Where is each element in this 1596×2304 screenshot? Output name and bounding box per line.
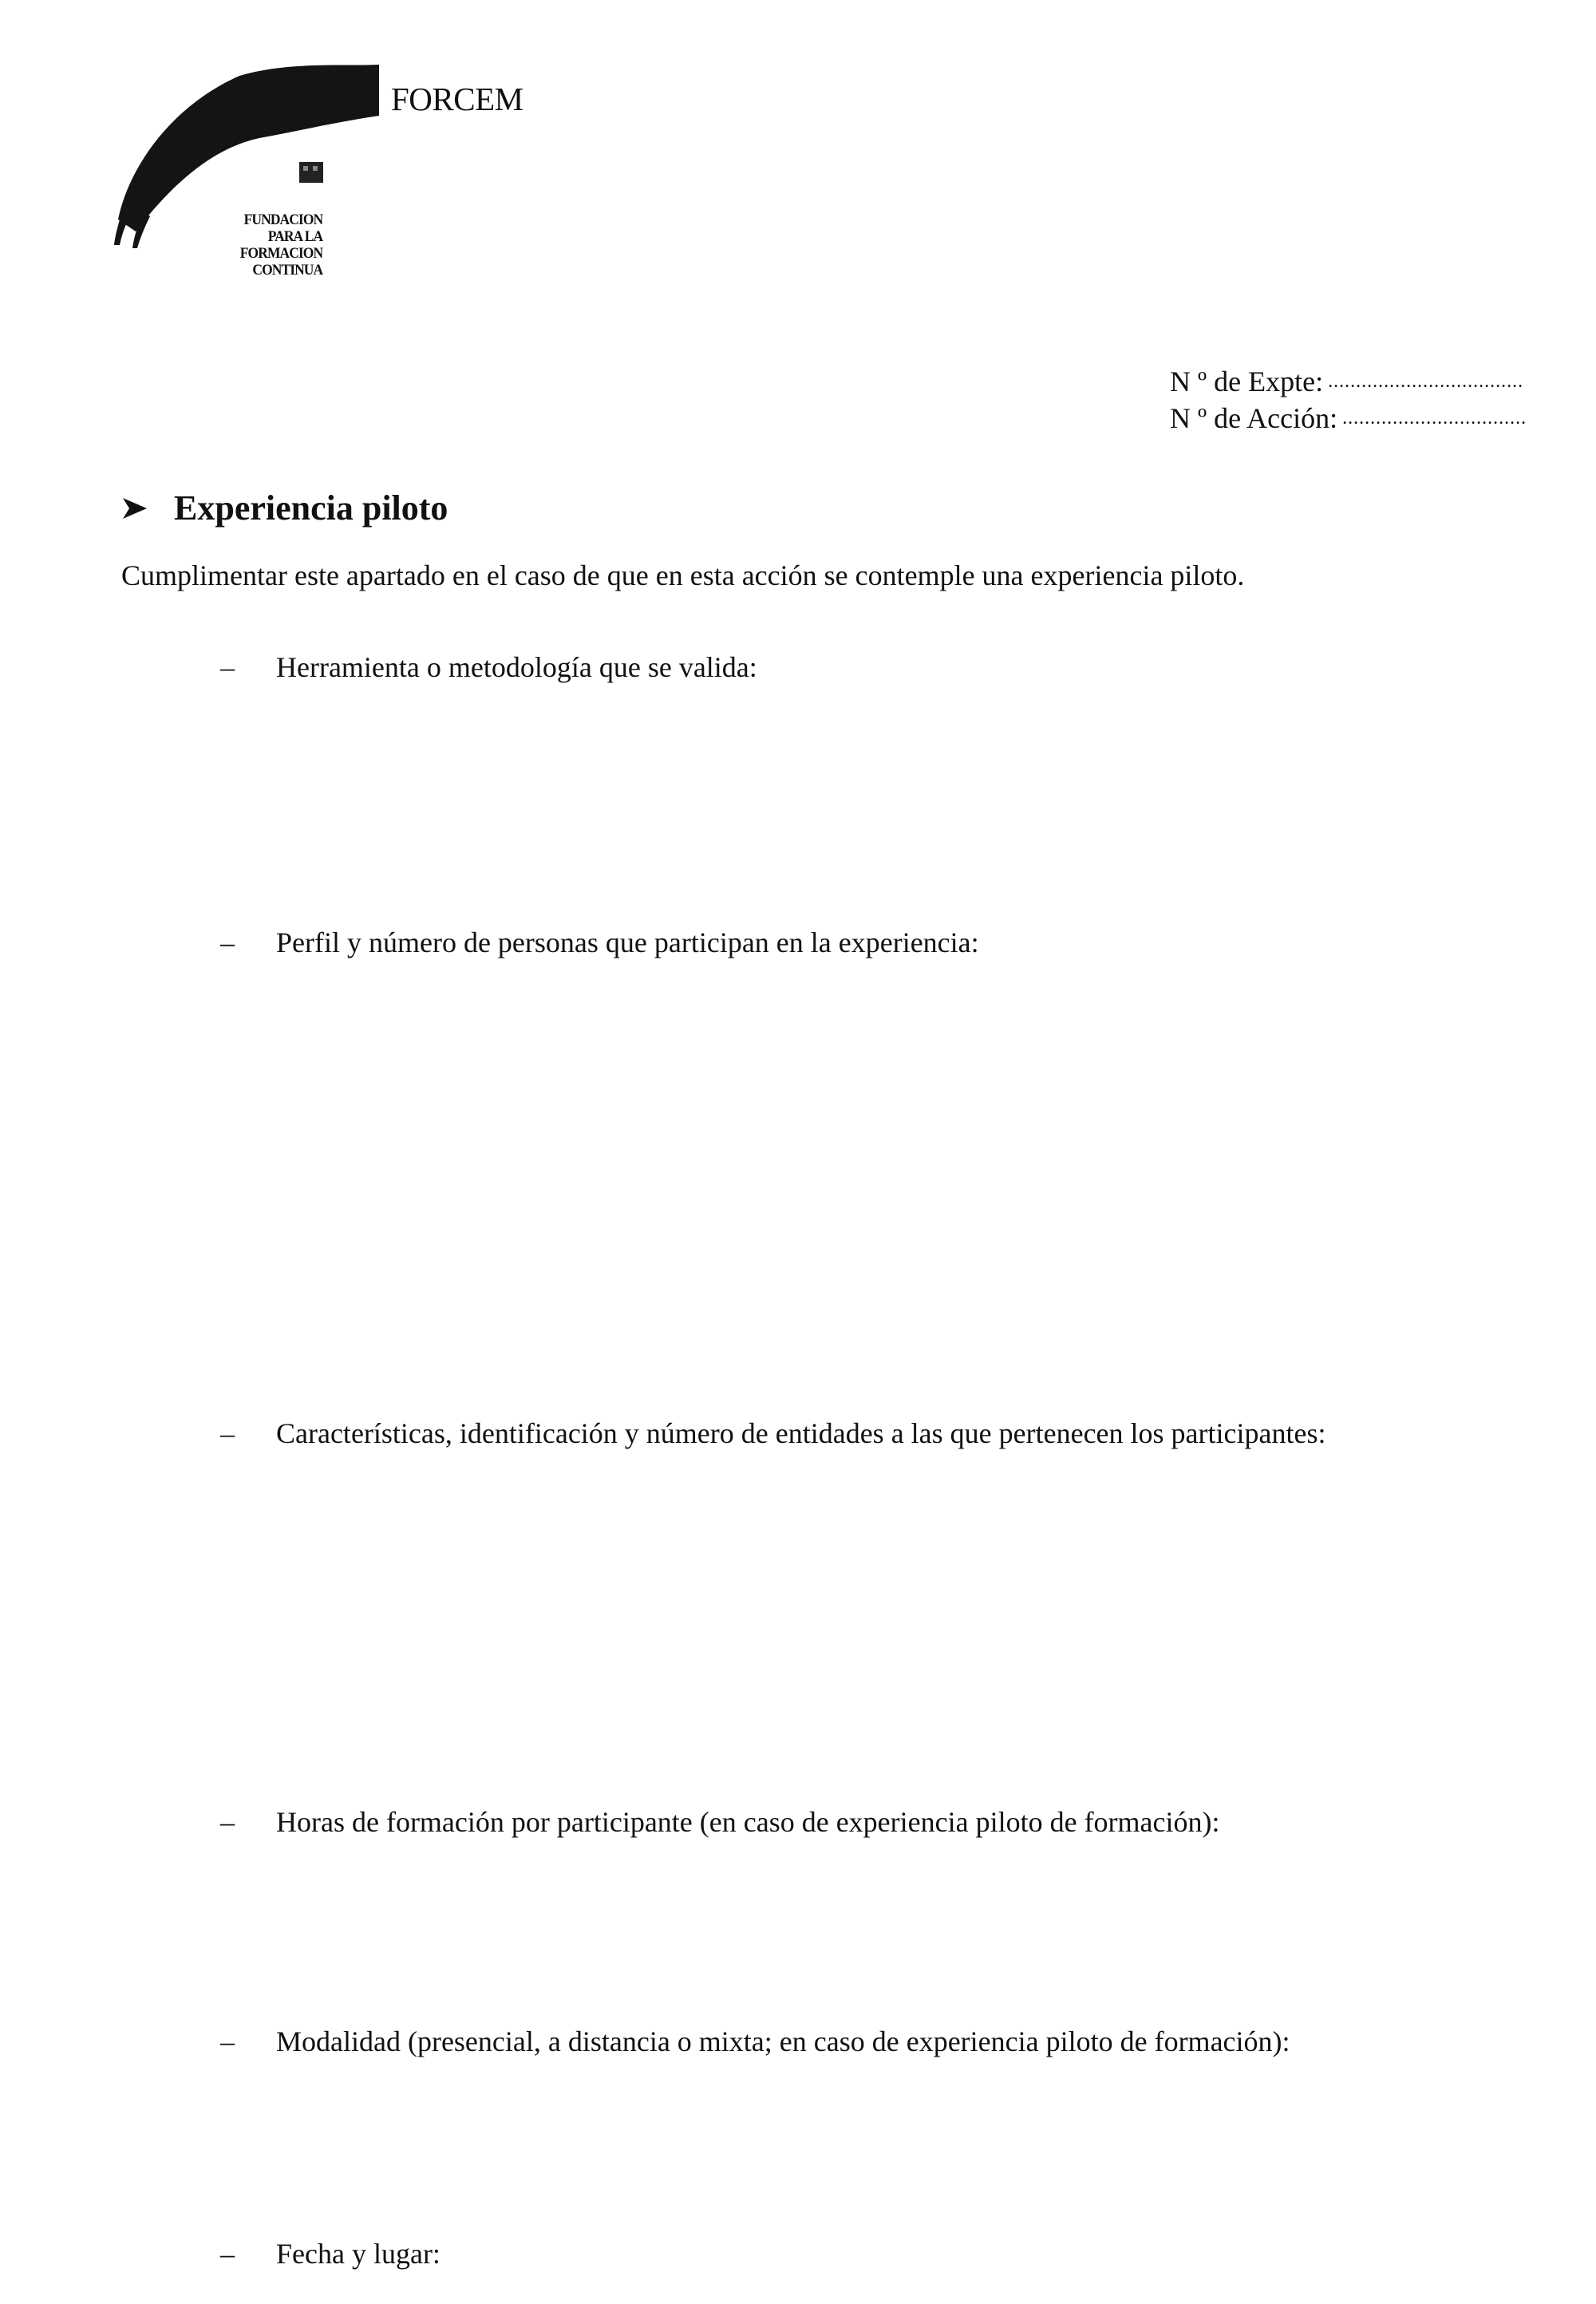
item-label: Perfil y número de personas que participan en la experiencia: <box>276 927 979 958</box>
list-item <box>220 1417 1325 1450</box>
item-label: Modalidad (presencial, a distancia o mixta; en caso de experiencia piloto de formación): <box>276 2025 1290 2057</box>
dash-bullet: – <box>220 1806 235 1838</box>
logo-name: FORCEM <box>391 81 523 117</box>
item-label: Fecha y lugar: <box>276 2238 440 2270</box>
logo-subtitle-line: PARA LA <box>267 228 323 245</box>
logo-subtitle-line: FUNDACION <box>243 211 323 228</box>
arrowhead-bullet-icon <box>121 495 148 522</box>
logo-subtitle <box>223 211 322 279</box>
list-item <box>220 2025 1290 2058</box>
expediente-field[interactable]: ................................... <box>1328 371 1524 392</box>
accion-label: N º de Acción: <box>1170 402 1338 434</box>
reference-block <box>1170 363 1527 437</box>
list-item <box>220 650 757 684</box>
logo-subtitle-line: FORMACION <box>239 245 323 262</box>
accion-row <box>1170 400 1527 437</box>
section-heading <box>121 488 448 528</box>
item-label: Herramienta o metodología que se valida: <box>276 651 757 683</box>
item-label: Horas de formación por participante (en caso de experiencia piloto de formación): <box>276 1806 1220 1838</box>
forcem-logo <box>112 60 559 315</box>
expediente-label: N º de Expte: <box>1170 366 1324 397</box>
dash-bullet: – <box>220 651 235 683</box>
expediente-row <box>1170 363 1527 400</box>
accion-field[interactable]: ................................. <box>1342 408 1527 429</box>
dash-bullet: – <box>220 2238 235 2270</box>
item-label: Características, identificación y número de entidades a las que pertenecen los participantes: <box>276 1417 1326 1449</box>
list-item <box>220 2237 440 2270</box>
list-item <box>220 926 979 959</box>
dash-bullet: – <box>220 927 235 958</box>
logo-subtitle-line: CONTINUA <box>252 262 323 279</box>
dash-bullet: – <box>220 2025 235 2057</box>
section-intro: Cumplimentar este apartado en el caso de que en esta acción se contemple una experiencia piloto. <box>121 559 1245 591</box>
dash-bullet: – <box>220 1417 235 1449</box>
list-item <box>220 1805 1220 1839</box>
section-title: Experiencia piloto <box>174 488 448 528</box>
